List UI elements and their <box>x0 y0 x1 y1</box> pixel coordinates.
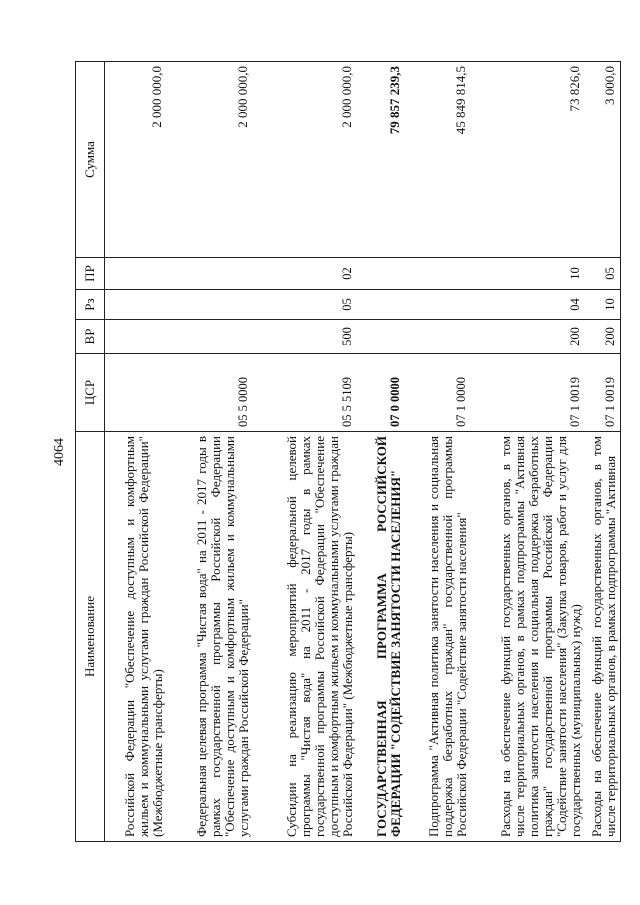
table-row <box>357 62 405 842</box>
row-csr: 07 0 0000 <box>357 354 405 432</box>
row-name: Подпрограмма "Активная политика занятости населения и социальная поддержка безработных граждан" государственной программы Российской Федерации "Содействие занятости населения" <box>405 432 471 842</box>
row-pr <box>405 258 471 290</box>
row-name: Расходы на обеспечение функций государственных органов, в том числе территориальных органов, в рамках подпрограммы "Активная <box>585 432 621 842</box>
row-csr: 07 1 0019 <box>471 354 585 432</box>
header-vr: ВР <box>76 320 105 354</box>
rotated-table-container <box>75 62 618 842</box>
table-row <box>105 62 167 842</box>
row-csr: 07 1 0019 <box>585 354 621 432</box>
row-vr <box>405 320 471 354</box>
row-pr: 10 <box>471 258 585 290</box>
row-sum: 3 000,0 <box>585 62 621 258</box>
table-row <box>405 62 471 842</box>
row-sum: 73 826,0 <box>471 62 585 258</box>
row-sum: 79 857 239,3 <box>357 62 405 258</box>
row-name: Субсидии на реализацию мероприятий федеральной целевой программы "Чистая вода" на 2011 - 2017 годы в рамках государственной программы Российской Федерации "Обеспечение доступным и комфортным жильем и коммунальными услугами граждан Российской Федерации" (Межбюджетные трансферты) <box>253 432 357 842</box>
table-row <box>167 62 253 842</box>
row-vr <box>357 320 405 354</box>
header-rz: Рз <box>76 290 105 320</box>
row-csr <box>105 354 167 432</box>
row-pr <box>357 258 405 290</box>
row-rz <box>105 290 167 320</box>
row-vr: 200 <box>471 320 585 354</box>
row-rz: 10 <box>585 290 621 320</box>
row-pr: 02 <box>253 258 357 290</box>
row-vr <box>167 320 253 354</box>
row-sum: 2 000 000,0 <box>167 62 253 258</box>
row-rz <box>357 290 405 320</box>
row-rz <box>405 290 471 320</box>
row-sum: 45 849 814,5 <box>405 62 471 258</box>
row-rz: 05 <box>253 290 357 320</box>
header-name: Наименование <box>76 432 105 842</box>
row-csr: 07 1 0000 <box>405 354 471 432</box>
row-csr: 05 5 0000 <box>167 354 253 432</box>
header-pr: ПР <box>76 258 105 290</box>
header-csr: ЦСР <box>76 354 105 432</box>
row-sum: 2 000 000,0 <box>105 62 167 258</box>
table-row <box>585 62 621 842</box>
row-pr <box>105 258 167 290</box>
header-sum: Сумма <box>76 62 105 258</box>
row-name: ГОСУДАРСТВЕННАЯ ПРОГРАММА РОССИЙСКОЙ ФЕДЕРАЦИИ "СОДЕЙСТВИЕ ЗАНЯТОСТИ НАСЕЛЕНИЯ" <box>357 432 405 842</box>
row-rz <box>167 290 253 320</box>
budget-table <box>75 61 621 842</box>
row-vr: 200 <box>585 320 621 354</box>
row-rz: 04 <box>471 290 585 320</box>
table-row <box>253 62 357 842</box>
row-vr <box>105 320 167 354</box>
row-sum: 2 000 000,0 <box>253 62 357 258</box>
row-name: Российской Федерации "Обеспечение доступным и комфортным жильем и коммунальными услугами граждан Российской Федерации" (Межбюджетные трансферты) <box>105 432 167 842</box>
row-name: Расходы на обеспечение функций государственных органов, в том числе территориальных органов, в рамках подпрограммы "Активная политика занятости населения и социальная поддержка безработных граждан" государственной программы Российской Федерации "Содействие занятости населения" (Закупка товаров, работ и услуг для государственных (муниципальных) нужд) <box>471 432 585 842</box>
table-header-row <box>76 62 105 842</box>
row-name: Федеральная целевая программа "Чистая вода" на 2011 - 2017 годы в рамках государственной программы Российской Федерации "Обеспечение доступным и комфортным жильем и коммунальными услугами граждан Российской Федерации" <box>167 432 253 842</box>
page-number: 4064 <box>52 438 67 466</box>
row-vr: 500 <box>253 320 357 354</box>
row-pr: 05 <box>585 258 621 290</box>
row-csr: 05 5 5109 <box>253 354 357 432</box>
table-row <box>471 62 585 842</box>
row-pr <box>167 258 253 290</box>
